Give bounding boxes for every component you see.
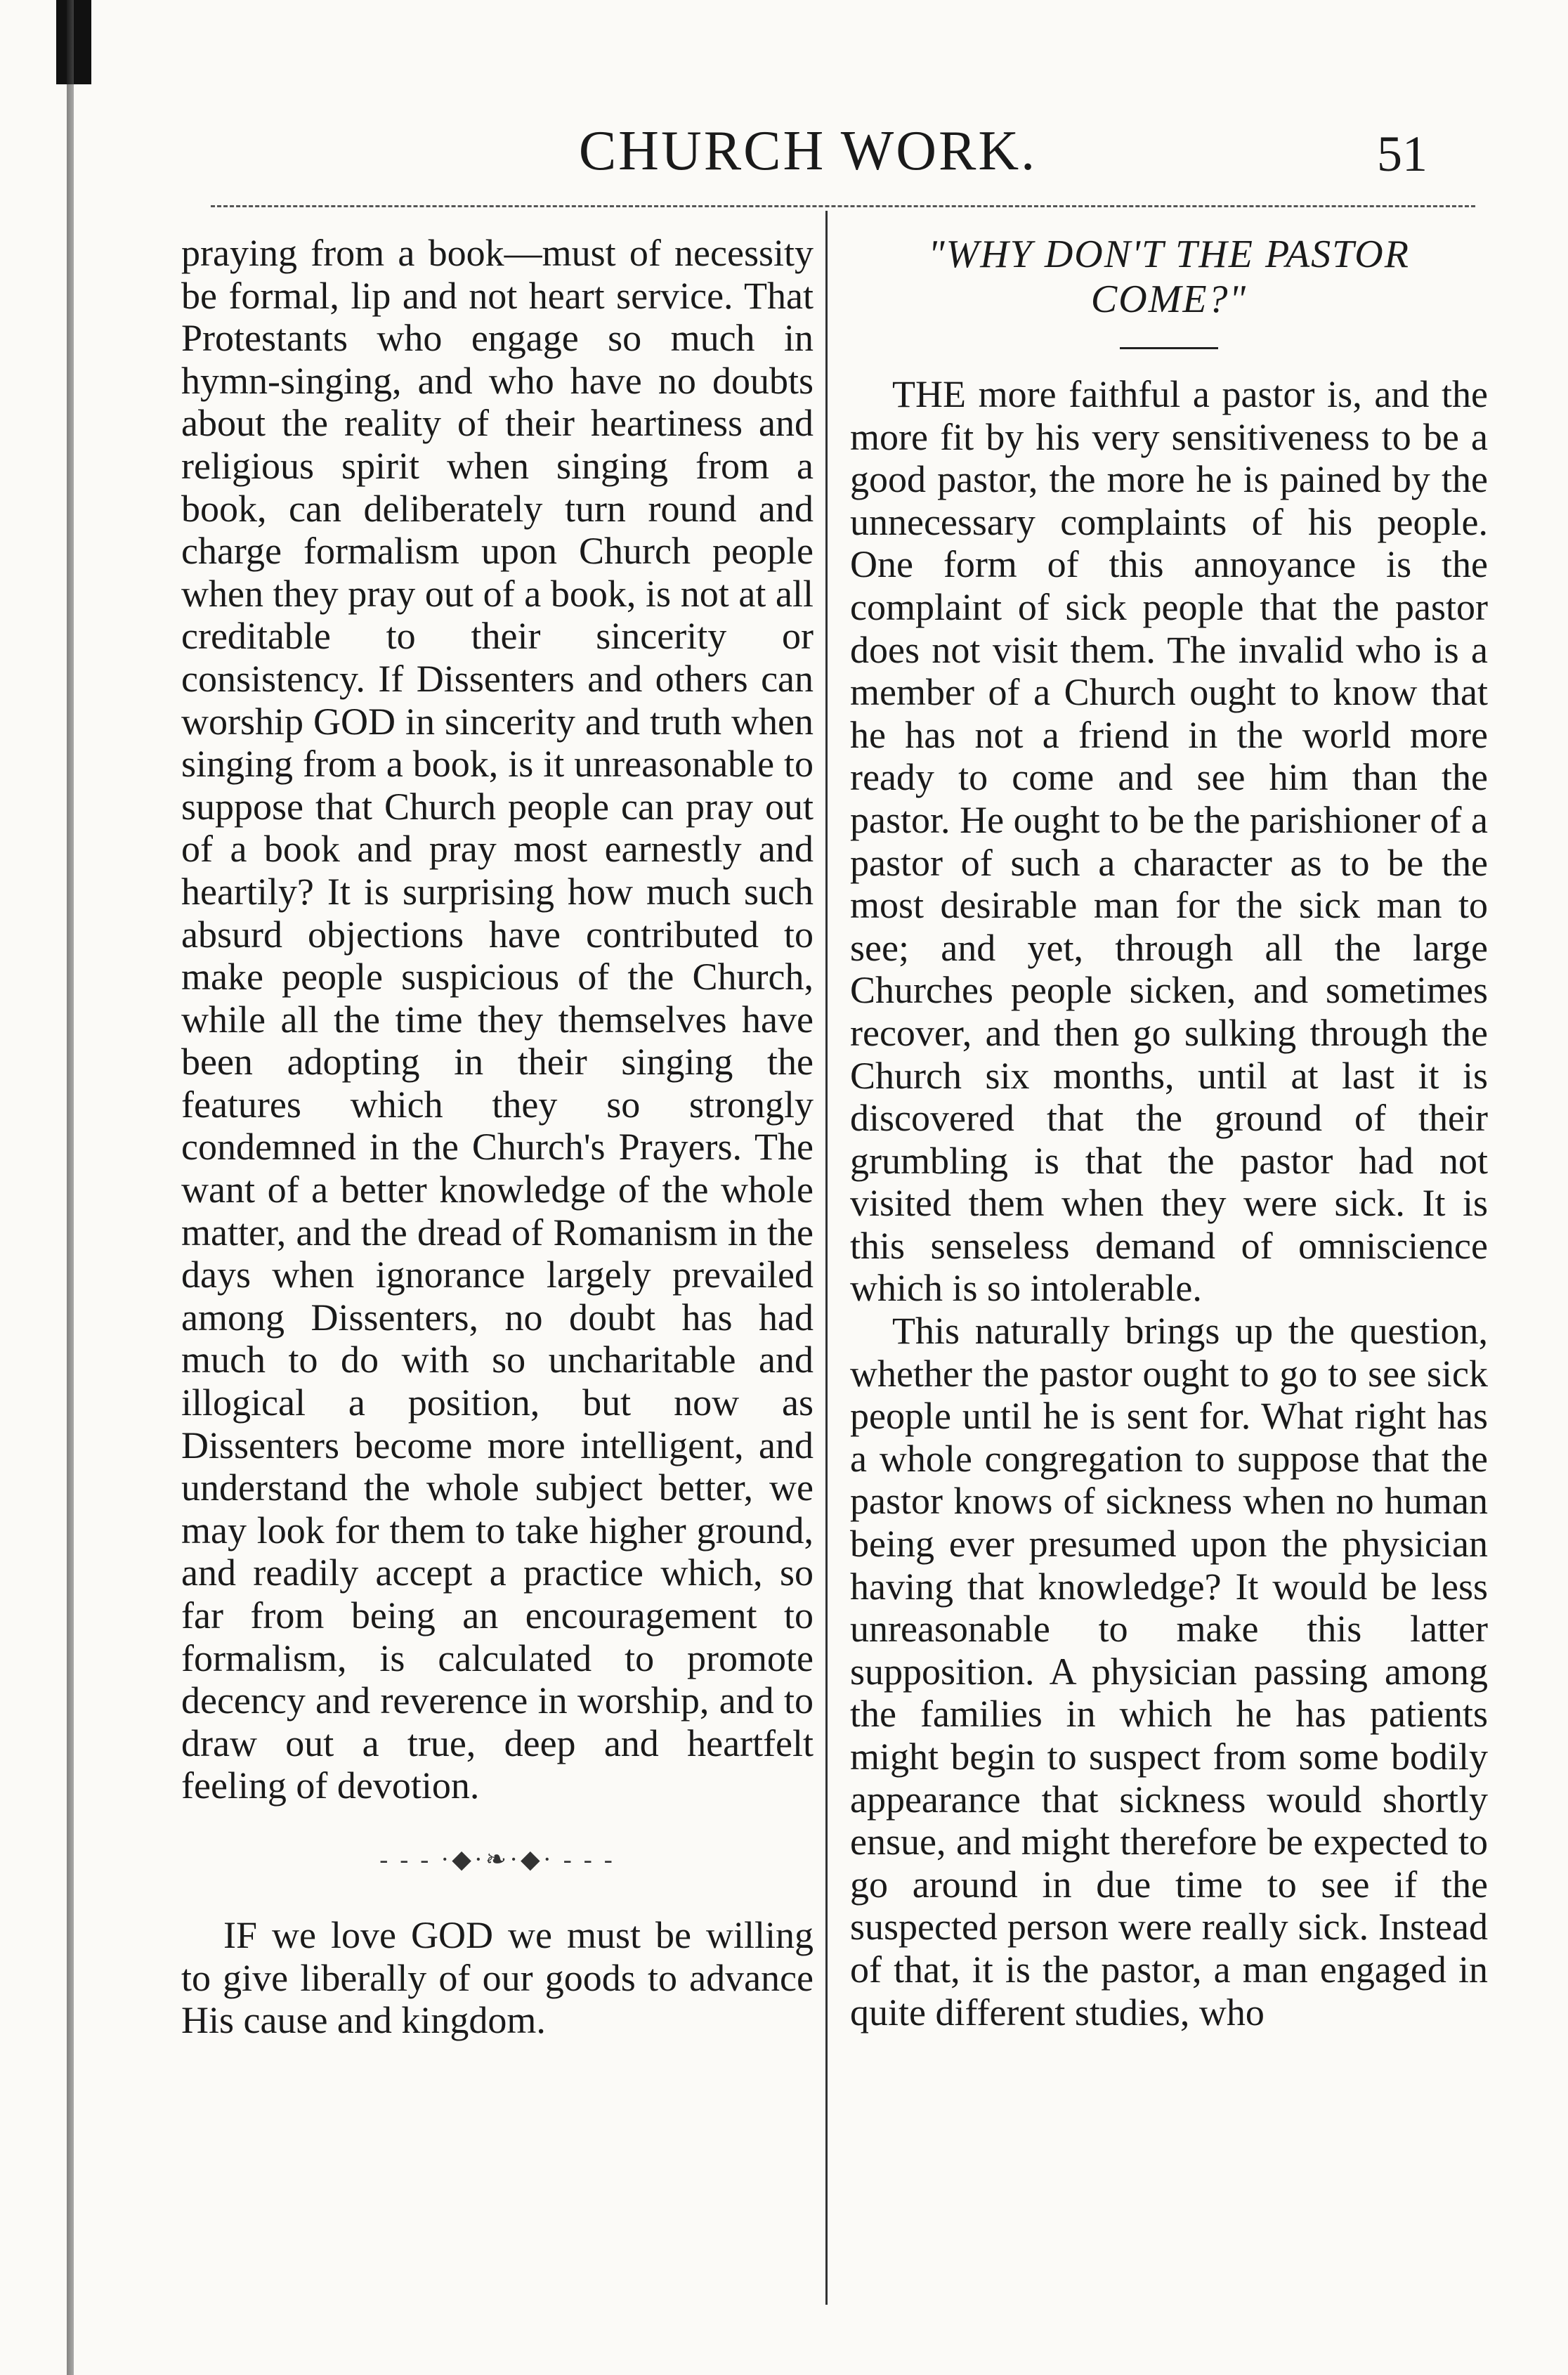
right-column	[850, 232, 1488, 2034]
right-paragraph-1: THE more faithful a pastor is, and the more fit by his very sensitiveness to be a good pastor, the more he is pained by the unnecessary complaints of his people. One form of this annoyance is the complaint of sick people that the pastor does not visit them. The invalid who is a member of a Church ought to know that he has not a friend in the world more ready to come and see him than the pastor. He ought to be the parishioner of a pastor of such a character as to be the most desirable man for the sick man to see; and yet, through all the large Churches people sicken, and sometimes recover, and then go sulking through the Church six months, until at last it is discovered that the ground of their grumbling is that the pastor had not visited them when they were sick. It is this senseless demand of omniscience which is so intolerable.	[850, 373, 1488, 1310]
left-column	[181, 232, 814, 2042]
page-number: 51	[1377, 126, 1427, 182]
section-ornament: - - - ·◆·❧·◆· - - -	[379, 1844, 615, 1873]
left-paragraph-giving: IF we love GOD we must be willing to give liberally of our goods to advance His cause and kingdom.	[181, 1913, 814, 2042]
binding-edge	[67, 0, 74, 2375]
header-rule	[211, 205, 1475, 207]
column-divider	[825, 211, 828, 2305]
binding-shadow-top	[56, 0, 91, 84]
running-header-title: CHURCH WORK.	[578, 120, 1038, 182]
title-rule	[1120, 347, 1218, 349]
article-title: "WHY DON'T THE PASTOR COME?"	[928, 233, 1410, 321]
right-paragraph-2: This naturally brings up the question, whether the pastor ought to go to see sick people until he is sent for. What right has a whole congregation to suppose that the pastor knows of sickness when no human being ever presumed upon the physician having that knowledge? It would be less unreasonable to make this latter supposition. A physician passing among the families in which he has patients might begin to suspect from some bodily appearance that sickness would shortly ensue, and might therefore be expected to go around in due time to see if the suspected person were really sick. Instead of that, it is the pastor, a man engaged in quite different studies, who	[850, 1310, 1488, 2034]
left-paragraph-continued: praying from a book—must of necessity be formal, lip and not heart service. That Protestants who engage so much in hymn-singing, and who have no doubts about the reality of their heartiness and religious spirit when singing from a book, can deliberately turn round and charge formalism upon Church people when they pray out of a book, is not at all creditable to their sincerity or consistency. If Dissenters and others can worship GOD in sincerity and truth when singing from a book, is it unreasonable to suppose that Church people can pray out of a book and pray most earnestly and heartily? It is surprising how much such absurd objections have contributed to make people suspicious of the Church, while all the time they themselves have been adopting in their singing the features which they so strongly condemned in the Church's Prayers. The want of a better knowledge of the whole matter, and the dread of Romanism in the days when ignorance largely prevailed among Dissenters, no doubt has had much to do with so uncharitable and illogical a position, but now as Dissenters become more intelligent, and understand the whole subject better, we may look for them to take higher ground, and readily accept a practice which, so far from being an encouragement to formalism, is calculated to promote decency and reverence in worship, and to draw out a true, deep and heartfelt feeling of devotion.	[181, 232, 814, 1807]
